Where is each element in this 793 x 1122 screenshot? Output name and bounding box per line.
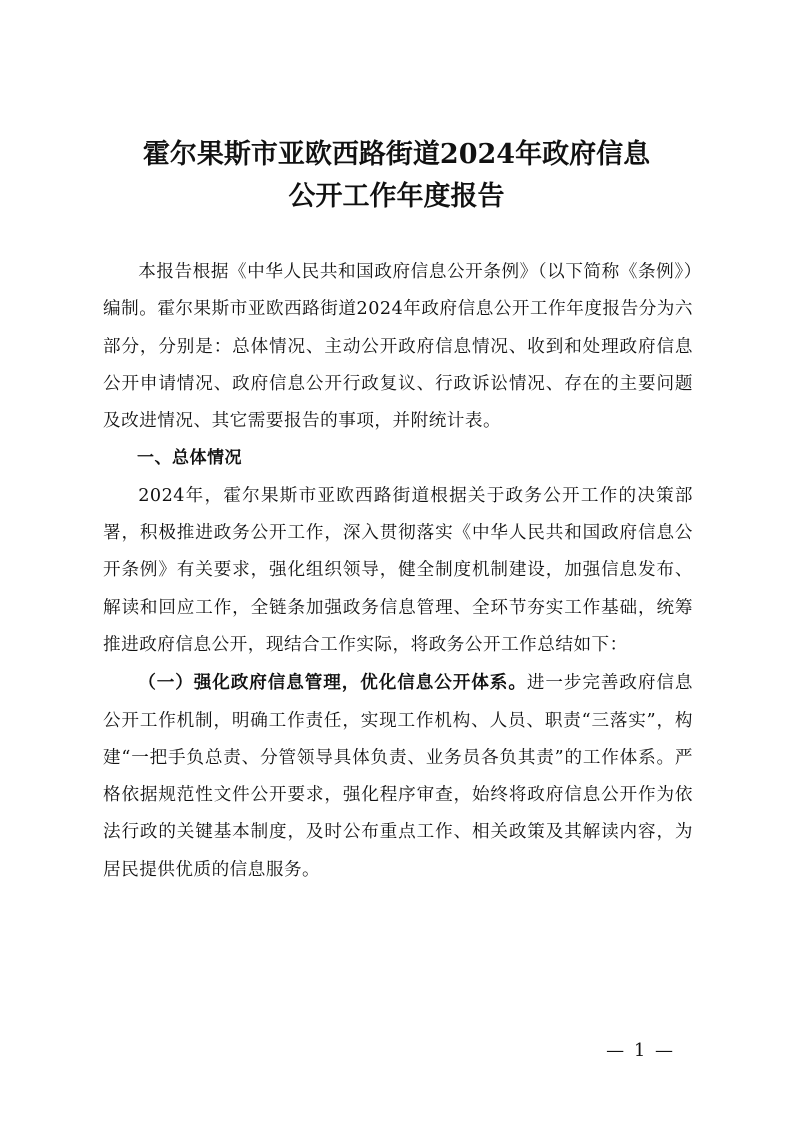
title-line-2: 公开工作年度报告 [288, 181, 505, 212]
intro-paragraph: 本报告根据《中华人民共和国政府信息公开条例》（以下简称《条例》）编制。霍尔果斯市亚欧西路街道2024年政府信息公开工作年度报告分为六部分，分别是：总体情况、主动公开政府信息情况、收到和处理政府信息公开申请情况、政府信息公开行政复议、行政诉讼情况、存在的主要问题及改进情况、其它需要报告的事项，并附统计表。 [103, 262, 693, 432]
page-number: — 1 — [606, 1040, 675, 1061]
subsection-1-body: 进一步完善政府信息公开工作机制，明确工作责任，实现工作机构、人员、职责“三落实”，构建“一把手负总责、分管领导具体负责、业务员各负其责”的工作体系。严格依据规范性文件公开要求，强化程序审查，始终将政府信息公开作为依法行政的关键基本制度，及时公布重点工作、相关政策及其解读内容，为居民提供优质的信息服务。 [103, 673, 693, 880]
overview-paragraph: 2024年，霍尔果斯市亚欧西路街道根据关于政务公开工作的决策部署，积极推进政务公开工作，深入贯彻落实《中华人民共和国政府信息公开条例》有关要求，强化组织领导，健全制度机制建设，加强信息发布、解读和回应工作，全链条加强政务信息管理、全环节夯实工作基础，统筹推进政府信息公开，现结合工作实际，将政务公开工作总结如下： [103, 485, 693, 655]
document-body [103, 254, 693, 889]
document-title [60, 134, 733, 218]
section-heading-overview: 一、总体情况 [137, 448, 242, 469]
subsection-1-paragraph [103, 664, 693, 889]
title-line-1: 霍尔果斯市亚欧西路街道2024年政府信息 [142, 139, 651, 170]
subsection-1-lead: （一）强化政府信息管理，优化信息公开体系。 [138, 672, 527, 694]
